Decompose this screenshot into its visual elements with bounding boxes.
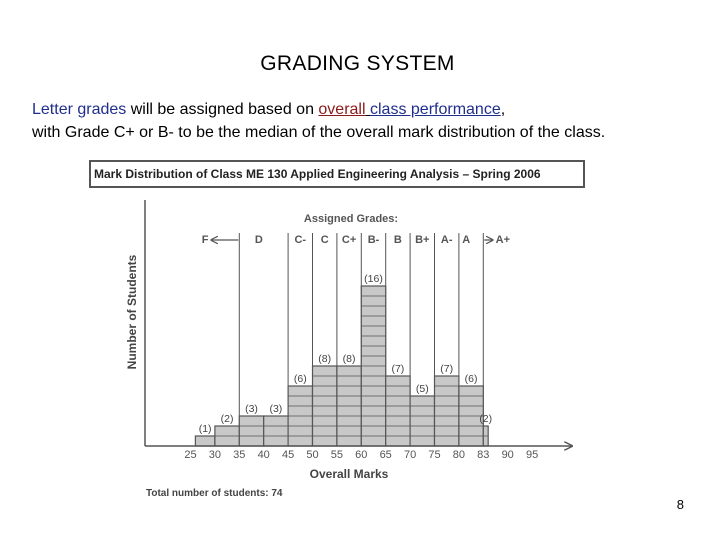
intro-line-2: with Grade C+ or B- to be the median of the overall mark distribution of the class. xyxy=(32,124,606,141)
x-tick-label: 83 xyxy=(477,449,490,461)
page-number: 8 xyxy=(676,497,684,512)
histogram-bar xyxy=(264,416,288,446)
x-tick-label: 30 xyxy=(208,449,222,461)
histogram-bar xyxy=(239,416,263,446)
x-axis-label: Overall Marks xyxy=(309,467,389,481)
x-tick-label: 80 xyxy=(452,449,466,461)
x-tick-label: 70 xyxy=(403,449,417,461)
x-tick-label: 90 xyxy=(501,449,514,461)
bar-count-label: (3) xyxy=(269,403,283,415)
x-tick-label: 60 xyxy=(355,449,368,461)
bar-count-label: (2) xyxy=(220,413,234,425)
chart-title-box: Mark Distribution of Class ME 130 Applied Engineering Analysis – Spring 2006 xyxy=(89,160,585,188)
histogram-bar xyxy=(435,376,459,446)
histogram-bar xyxy=(410,396,434,446)
grade-label: C xyxy=(320,234,329,246)
total-students-footnote: Total number of students: 74 xyxy=(146,488,283,499)
assigned-grades-title: Assigned Grades: xyxy=(303,213,399,225)
bar-count-label: (8) xyxy=(342,353,356,365)
x-tick-label: 95 xyxy=(525,449,539,461)
histogram-bar xyxy=(386,376,410,446)
grade-label: A xyxy=(462,234,471,246)
grade-label: B+ xyxy=(415,234,430,246)
intro-comma: , xyxy=(500,101,506,118)
bar-count-label: (8) xyxy=(318,353,332,365)
histogram-bar xyxy=(195,436,215,446)
bar-count-label: (1) xyxy=(198,423,212,435)
bar-count-label: (7) xyxy=(440,363,454,375)
grade-label: F xyxy=(201,234,209,246)
x-tick-label: 55 xyxy=(330,449,344,461)
x-tick-label: 25 xyxy=(184,449,197,461)
y-axis-label: Number of Students xyxy=(125,254,139,370)
grade-label: D xyxy=(254,234,263,246)
bar-count-label: (3) xyxy=(245,403,258,415)
grade-label: C+ xyxy=(341,234,357,246)
grade-label: A+ xyxy=(495,234,511,246)
bar-count-label: (5) xyxy=(415,383,429,395)
x-tick-label: 35 xyxy=(233,449,246,461)
grade-label: C- xyxy=(294,234,307,246)
bar-count-label: (6) xyxy=(293,373,307,385)
intro-letter-grades: Letter grades xyxy=(32,101,127,118)
x-tick-label: 50 xyxy=(306,449,319,461)
grade-label: B xyxy=(393,234,402,246)
bar-count-label: (2) xyxy=(479,413,493,425)
bar-count-label: (7) xyxy=(391,363,405,375)
intro-overall: overall xyxy=(318,101,366,118)
bar-count-label: (6) xyxy=(464,373,478,385)
x-tick-label: 75 xyxy=(428,449,441,461)
intro-text-segment: will be assigned based on xyxy=(126,101,319,118)
x-tick-label: 45 xyxy=(281,449,295,461)
grade-label: B- xyxy=(367,234,380,246)
x-tick-label: 65 xyxy=(379,449,392,461)
grade-label: A- xyxy=(440,234,453,246)
bar-count-label: (16) xyxy=(364,273,383,285)
x-tick-label: 40 xyxy=(257,449,270,461)
intro-class-performance: class performance xyxy=(370,101,501,118)
slide-title: GRADING SYSTEM xyxy=(260,52,455,75)
